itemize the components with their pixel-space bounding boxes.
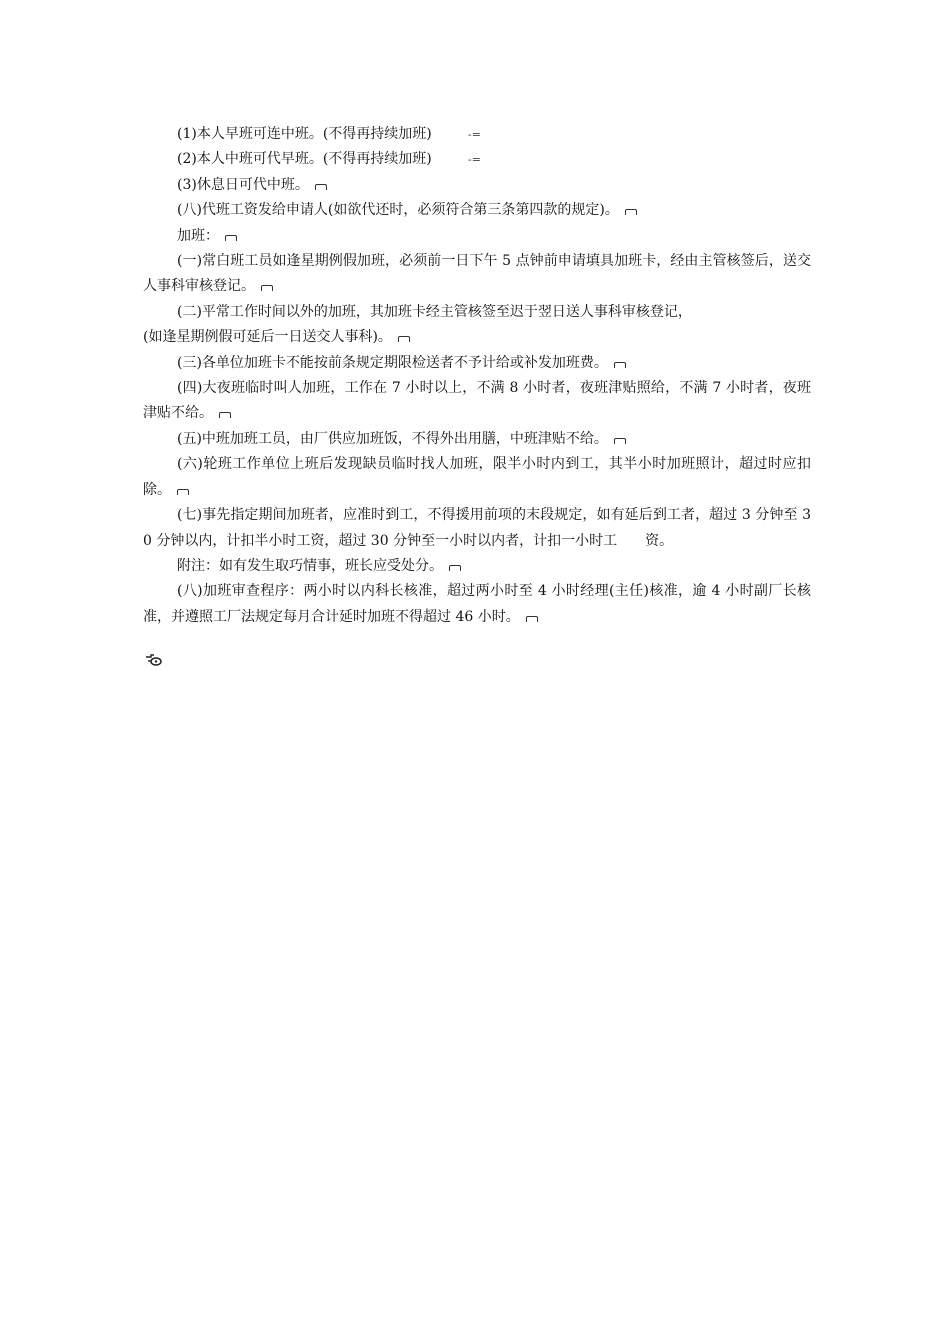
paragraph-text: (2)本人中班可代早班。(不得再持续加班) — [177, 151, 432, 168]
paragraph-text: (二)平常工作时间以外的加班，其加班卡经主管核签至迟于翌日送人事科审核登记， — [177, 303, 692, 320]
paragraph — [143, 351, 811, 376]
paragraph — [143, 452, 811, 503]
paragraph-mark-icon — [177, 489, 189, 495]
paragraph-mark-icon — [526, 616, 538, 622]
paragraph-text: (七)事先指定期间加班者，应准时到工，不得援用前项的末段规定，如有延后到工者，超过 3 分钟至 30 分钟以内，计扣半小时工资，超过 30 分钟至一小时以内者，计扣一小时工 资。 — [143, 507, 811, 549]
line-break-mark-icon: -= — [467, 128, 481, 141]
paragraph — [143, 427, 811, 452]
paragraph-text: (如逢星期例假可延后一日送交人事科)。 — [143, 329, 392, 346]
paragraph-text: (三)各单位加班卡不能按前条规定期限检送者不予计给或补发加班费。 — [177, 354, 608, 371]
paragraph-text: (六)轮班工作单位上班后发现缺员临时找人加班，限半小时内到工，其半小时加班照计，超过时应扣除。 — [143, 456, 811, 498]
paragraph-mark-icon — [449, 565, 461, 571]
paragraph — [143, 173, 811, 198]
paragraph-text: (五)中班加班工员，由厂供应加班饭，不得外出用膳，中班津贴不给。 — [177, 430, 608, 447]
paragraph — [143, 325, 811, 350]
paragraph-mark-icon — [315, 184, 327, 190]
paragraph — [143, 147, 811, 172]
paragraph — [143, 579, 811, 630]
paragraph-text: (1)本人早班可连中班。(不得再持续加班) — [177, 126, 432, 142]
paragraph — [143, 376, 811, 427]
paragraph — [143, 554, 811, 579]
paragraph-text: 附注：如有发生取巧情事，班长应受处分。 — [177, 557, 443, 574]
paragraph-mark-icon — [261, 285, 273, 291]
paragraph-mark-icon — [614, 362, 626, 368]
paragraph — [143, 503, 811, 554]
document-body — [143, 122, 811, 630]
paragraph — [143, 198, 811, 223]
paragraph-text: (四)大夜班临时叫人加班，工作在 7 小时以上，不满 8 小时者，夜班津贴照给，不满 7 小时者，夜班津贴不给。 — [143, 380, 811, 422]
line-break-mark-icon: -= — [467, 153, 481, 167]
paragraph — [143, 300, 811, 325]
paragraph-mark-icon — [625, 209, 637, 215]
paragraph — [143, 122, 811, 147]
paragraph-text: (八)代班工资发给申请人(如欲代还时，必须符合第三条第四款的规定)。 — [177, 202, 619, 219]
end-of-document-icon — [145, 653, 163, 667]
paragraph-text: (八)加班审查程序：两小时以内科长核准，超过两小时至 4 小时经理(主任)核准，逾 4 小时副厂长核准，并遵照工厂法规定每月合计延时加班不得超过 46 小时。 — [143, 583, 811, 625]
paragraph-text: (3)休息日可代中班。 — [177, 176, 309, 193]
paragraph-mark-icon — [219, 412, 231, 418]
paragraph-text: 加班： — [177, 227, 219, 244]
paragraph-mark-icon — [398, 336, 410, 342]
paragraph-mark-icon — [614, 438, 626, 444]
paragraph — [143, 224, 811, 249]
paragraph-mark-icon — [225, 235, 237, 241]
paragraph-text: (一)常白班工员如逢星期例假加班，必须前一日下午 5 点钟前申请填具加班卡，经由主管核签后，送交人事科审核登记。 — [143, 253, 811, 295]
paragraph — [143, 249, 811, 300]
